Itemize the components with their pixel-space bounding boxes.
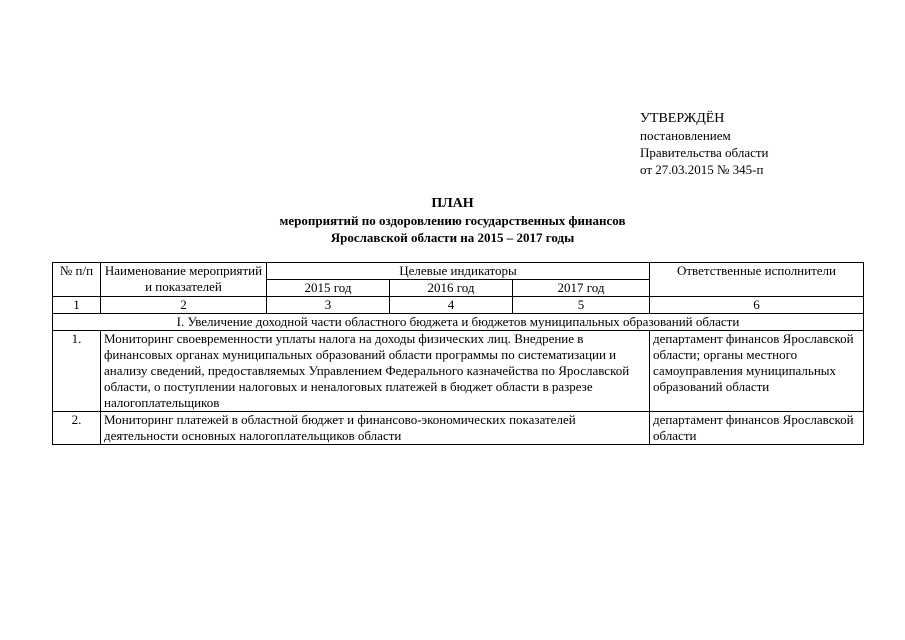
- row-num: 2.: [53, 412, 101, 445]
- header-responsible: Ответственные исполнители: [650, 263, 864, 297]
- header-year-2016: 2016 год: [390, 280, 513, 297]
- title-plan: ПЛАН: [431, 196, 474, 211]
- title-period: Ярославской области на 2015 – 2017 годы: [330, 230, 575, 245]
- table-row: [53, 331, 864, 412]
- section-row: [53, 314, 864, 331]
- approval-line-3: от 27.03.2015 № 345-п: [640, 162, 764, 177]
- approval-line-2: Правительства области: [640, 145, 769, 160]
- row-measure: Мониторинг платежей в областной бюджет и финансово-экономических показателей деятельности основных налогоплательщиков области: [101, 412, 650, 445]
- document-title: [0, 195, 905, 246]
- row-responsible: департамент финансов Ярославской области; органы местного самоуправления муниципальных образований области: [650, 331, 864, 412]
- header-row-1: [53, 263, 864, 280]
- approval-block: [640, 110, 769, 178]
- col-number: 6: [650, 297, 864, 314]
- row-num: 1.: [53, 331, 101, 412]
- header-year-2015: 2015 год: [267, 280, 390, 297]
- header-indicators: Целевые индикаторы: [267, 263, 650, 280]
- col-number: 2: [101, 297, 267, 314]
- approval-heading: УТВЕРЖДЁН: [640, 111, 725, 126]
- column-numbers-row: [53, 297, 864, 314]
- table-row: [53, 412, 864, 445]
- col-number: 4: [390, 297, 513, 314]
- row-responsible: департамент финансов Ярославской области: [650, 412, 864, 445]
- col-number: 5: [513, 297, 650, 314]
- approval-line-1: постановлением: [640, 128, 731, 143]
- header-num: № п/п: [53, 263, 101, 297]
- title-subtitle: мероприятий по оздоровлению государственных финансов: [279, 213, 626, 228]
- row-measure: Мониторинг своевременности уплаты налога на доходы физических лиц. Внедрение в финансовых органах муниципальных образований области программы по систематизации и анализу сведений, предоставляемых Управлением Федерального казначейства по Ярославской области, о поступлении налоговых и неналоговых платежей в бюджет области в разрезе налогоплательщиков: [101, 331, 650, 412]
- header-year-2017: 2017 год: [513, 280, 650, 297]
- header-name: Наименование мероприятий и показателей: [101, 263, 267, 297]
- plan-table: [52, 262, 864, 445]
- section-title: I. Увеличение доходной части областного бюджета и бюджетов муниципальных образований области: [53, 314, 864, 331]
- col-number: 3: [267, 297, 390, 314]
- col-number: 1: [53, 297, 101, 314]
